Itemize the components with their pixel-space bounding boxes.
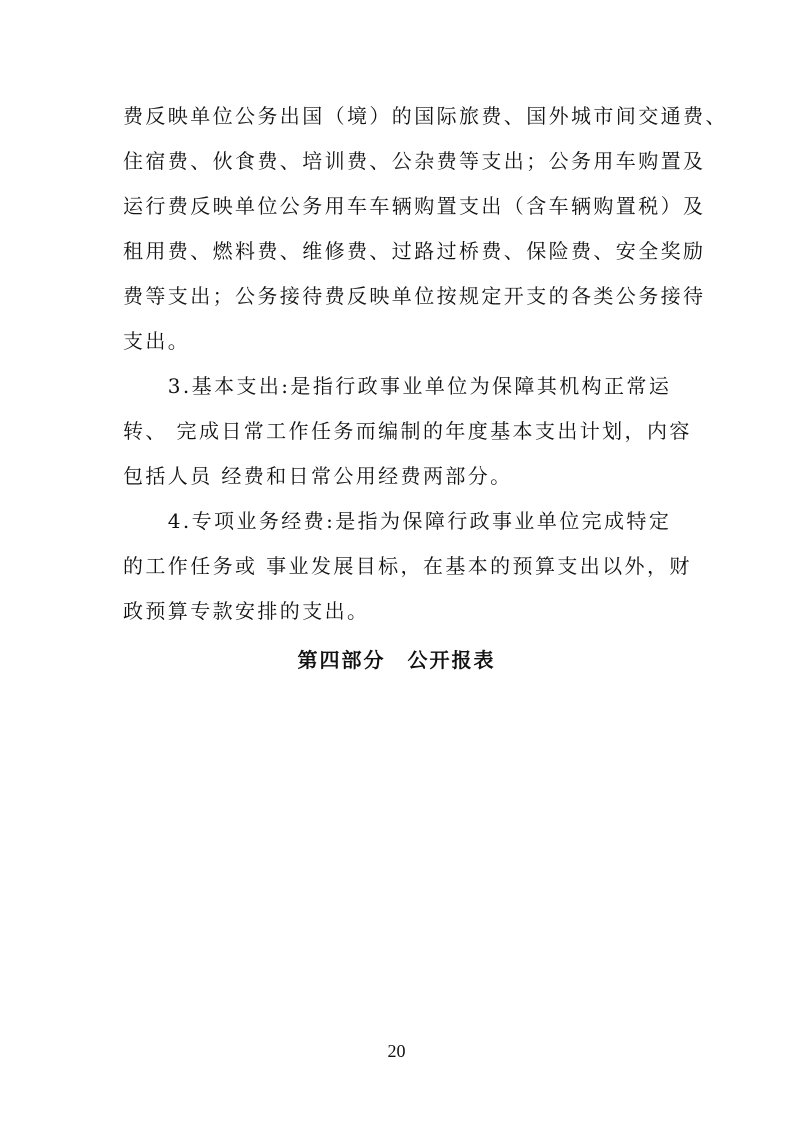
section-heading: 第四部分 公开报表 <box>297 648 496 672</box>
text-line: 费反映单位公务出国（境）的国际旅费、国外城市间交通费、 <box>123 104 728 128</box>
text-line: 支出。 <box>123 329 191 353</box>
text-line: 住宿费、伙食费、培训费、公杂费等支出；公务用车购置及 <box>123 149 706 173</box>
text-line: 3.基本支出:是指行政事业单位为保障其机构正常运 <box>123 374 672 398</box>
text-line: 政预算专款安排的支出。 <box>123 599 370 623</box>
text-line: 的工作任务或 事业发展目标，在基本的预算支出以外，财 <box>123 554 692 578</box>
page-number: 20 <box>387 1041 406 1061</box>
text-line: 租用费、燃料费、维修费、过路过桥费、保险费、安全奖励 <box>123 239 706 263</box>
text-line: 转、 完成日常工作任务而编制的年度基本支出计划，内容 <box>123 419 692 443</box>
text-line: 4.专项业务经费:是指为保障行政事业单位完成特定 <box>123 509 672 533</box>
text-line: 费等支出；公务接待费反映单位按规定开支的各类公务接待 <box>123 284 706 308</box>
text-line: 包括人员 经费和日常公用经费两部分。 <box>123 464 513 488</box>
text-line: 运行费反映单位公务用车车辆购置支出（含车辆购置税）及 <box>123 194 706 218</box>
